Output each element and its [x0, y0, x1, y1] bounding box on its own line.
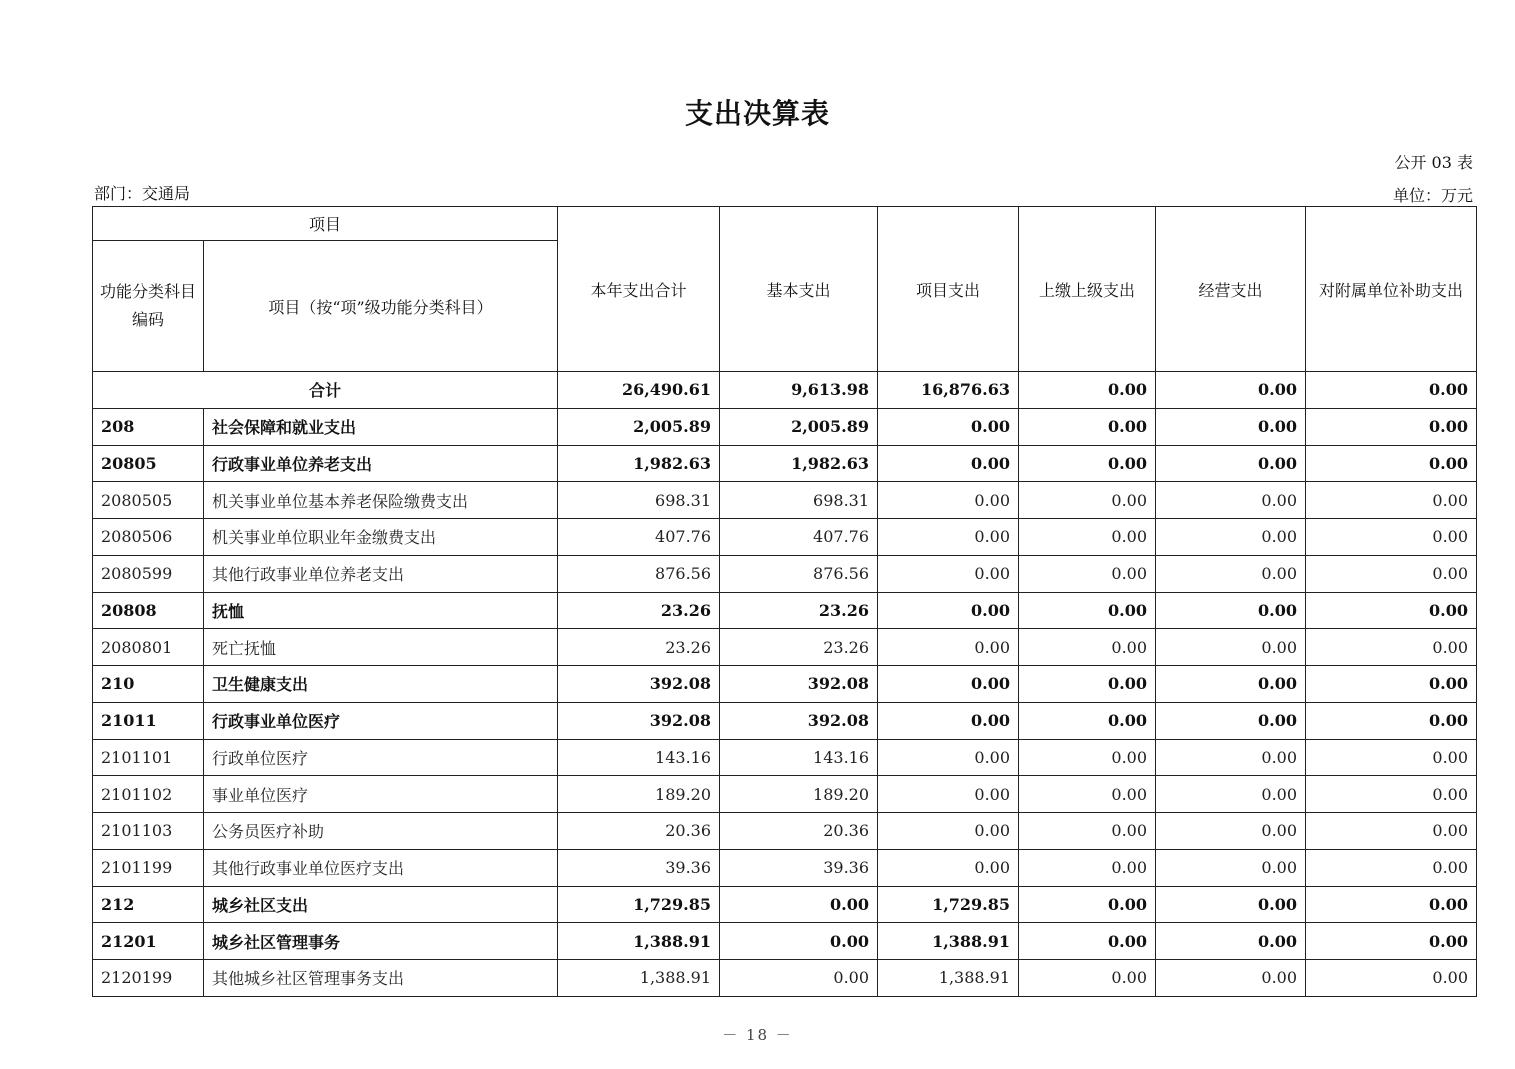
header-row-1 [93, 207, 1477, 241]
row-code: 2080801 [93, 629, 204, 666]
row-upper: 0.00 [1019, 960, 1156, 997]
row-business: 0.00 [1156, 445, 1306, 482]
row-upper: 0.00 [1019, 702, 1156, 739]
row-business: 0.00 [1156, 629, 1306, 666]
row-total: 392.08 [558, 702, 720, 739]
row-basic: 39.36 [720, 849, 878, 886]
row-business: 0.00 [1156, 482, 1306, 519]
row-code: 2080599 [93, 555, 204, 592]
row-project: 0.00 [878, 739, 1019, 776]
row-name: 行政事业单位医疗 [204, 702, 558, 739]
row-basic: 23.26 [720, 592, 878, 629]
row-name: 死亡抚恤 [204, 629, 558, 666]
row-upper: 0.00 [1019, 923, 1156, 960]
row-subsidy: 0.00 [1306, 702, 1477, 739]
row-subsidy: 0.00 [1306, 886, 1477, 923]
row-code: 212 [93, 886, 204, 923]
header-basic: 基本支出 [720, 207, 878, 372]
row-code: 20808 [93, 592, 204, 629]
row-code: 208 [93, 408, 204, 445]
table-row [93, 849, 1477, 886]
table-row [93, 702, 1477, 739]
table-row [93, 813, 1477, 850]
row-basic: 189.20 [720, 776, 878, 813]
row-upper: 0.00 [1019, 813, 1156, 850]
row-subsidy: 0.00 [1306, 555, 1477, 592]
row-upper: 0.00 [1019, 445, 1156, 482]
row-project: 0.00 [878, 629, 1019, 666]
row-name: 社会保障和就业支出 [204, 408, 558, 445]
row-subsidy: 0.00 [1306, 813, 1477, 850]
row-project: 1,729.85 [878, 886, 1019, 923]
page-number: － 18 － [722, 1026, 793, 1044]
table-row [93, 445, 1477, 482]
row-project: 0.00 [878, 555, 1019, 592]
row-name: 其他城乡社区管理事务支出 [204, 960, 558, 997]
row-basic: 392.08 [720, 666, 878, 703]
row-upper: 0.00 [1019, 849, 1156, 886]
row-upper: 0.00 [1019, 555, 1156, 592]
row-total: 1,388.91 [558, 923, 720, 960]
total-business: 0.00 [1156, 372, 1306, 409]
row-name: 事业单位医疗 [204, 776, 558, 813]
row-upper: 0.00 [1019, 629, 1156, 666]
row-business: 0.00 [1156, 923, 1306, 960]
row-total: 407.76 [558, 519, 720, 556]
row-basic: 20.36 [720, 813, 878, 850]
row-name: 行政单位医疗 [204, 739, 558, 776]
table-row [93, 592, 1477, 629]
total-project: 16,876.63 [878, 372, 1019, 409]
row-name: 城乡社区管理事务 [204, 923, 558, 960]
row-code: 2101199 [93, 849, 204, 886]
table-row [93, 739, 1477, 776]
header-func-code: 功能分类科目编码 [93, 241, 204, 372]
table-row [93, 923, 1477, 960]
row-project: 0.00 [878, 592, 1019, 629]
row-business: 0.00 [1156, 666, 1306, 703]
row-business: 0.00 [1156, 592, 1306, 629]
row-code: 2101102 [93, 776, 204, 813]
row-code: 2120199 [93, 960, 204, 997]
row-subsidy: 0.00 [1306, 408, 1477, 445]
row-subsidy: 0.00 [1306, 629, 1477, 666]
header-project-group: 项目 [93, 207, 558, 241]
header-upper: 上缴上级支出 [1019, 207, 1156, 372]
row-name: 卫生健康支出 [204, 666, 558, 703]
header-project: 项目支出 [878, 207, 1019, 372]
row-business: 0.00 [1156, 408, 1306, 445]
row-code: 2101103 [93, 813, 204, 850]
row-subsidy: 0.00 [1306, 519, 1477, 556]
row-basic: 143.16 [720, 739, 878, 776]
table-row [93, 886, 1477, 923]
row-basic: 407.76 [720, 519, 878, 556]
row-subsidy: 0.00 [1306, 849, 1477, 886]
row-code: 2101101 [93, 739, 204, 776]
row-code: 20805 [93, 445, 204, 482]
row-total: 698.31 [558, 482, 720, 519]
unit-label: 单位：万元 [1392, 186, 1473, 205]
row-name: 机关事业单位职业年金缴费支出 [204, 519, 558, 556]
row-name: 抚恤 [204, 592, 558, 629]
row-business: 0.00 [1156, 702, 1306, 739]
row-business: 0.00 [1156, 739, 1306, 776]
row-project: 0.00 [878, 519, 1019, 556]
row-business: 0.00 [1156, 849, 1306, 886]
row-subsidy: 0.00 [1306, 739, 1477, 776]
row-business: 0.00 [1156, 886, 1306, 923]
row-project: 0.00 [878, 408, 1019, 445]
row-project: 0.00 [878, 666, 1019, 703]
row-total: 1,388.91 [558, 960, 720, 997]
table-row [93, 408, 1477, 445]
row-basic: 698.31 [720, 482, 878, 519]
header-subsidy: 对附属单位补助支出 [1306, 207, 1477, 372]
table-row [93, 776, 1477, 813]
expenditure-table [92, 206, 1477, 997]
total-subsidy: 0.00 [1306, 372, 1477, 409]
row-upper: 0.00 [1019, 519, 1156, 556]
row-code: 2080505 [93, 482, 204, 519]
row-name: 公务员医疗补助 [204, 813, 558, 850]
row-business: 0.00 [1156, 776, 1306, 813]
row-name: 机关事业单位基本养老保险缴费支出 [204, 482, 558, 519]
row-project: 0.00 [878, 776, 1019, 813]
row-total: 1,729.85 [558, 886, 720, 923]
row-name: 城乡社区支出 [204, 886, 558, 923]
total-basic: 9,613.98 [720, 372, 878, 409]
row-total: 39.36 [558, 849, 720, 886]
row-subsidy: 0.00 [1306, 923, 1477, 960]
row-upper: 0.00 [1019, 739, 1156, 776]
header-total: 本年支出合计 [558, 207, 720, 372]
row-basic: 392.08 [720, 702, 878, 739]
row-project: 1,388.91 [878, 960, 1019, 997]
department-label: 部门：交通局 [94, 184, 191, 203]
row-total: 23.26 [558, 629, 720, 666]
row-project: 0.00 [878, 813, 1019, 850]
row-basic: 1,982.63 [720, 445, 878, 482]
row-name: 其他行政事业单位医疗支出 [204, 849, 558, 886]
total-amount: 26,490.61 [558, 372, 720, 409]
row-code: 21011 [93, 702, 204, 739]
row-basic: 0.00 [720, 886, 878, 923]
row-subsidy: 0.00 [1306, 482, 1477, 519]
row-total: 189.20 [558, 776, 720, 813]
table-row [93, 555, 1477, 592]
row-business: 0.00 [1156, 960, 1306, 997]
row-total: 1,982.63 [558, 445, 720, 482]
row-subsidy: 0.00 [1306, 776, 1477, 813]
header-project-name: 项目（按“项”级功能分类科目） [204, 241, 558, 372]
row-upper: 0.00 [1019, 482, 1156, 519]
table-row [93, 629, 1477, 666]
row-upper: 0.00 [1019, 408, 1156, 445]
page-title: 支出决算表 [684, 97, 830, 130]
row-project: 0.00 [878, 849, 1019, 886]
row-project: 0.00 [878, 482, 1019, 519]
row-upper: 0.00 [1019, 592, 1156, 629]
row-subsidy: 0.00 [1306, 445, 1477, 482]
row-total: 392.08 [558, 666, 720, 703]
row-subsidy: 0.00 [1306, 960, 1477, 997]
row-total: 876.56 [558, 555, 720, 592]
row-total: 143.16 [558, 739, 720, 776]
table-row [93, 666, 1477, 703]
row-business: 0.00 [1156, 555, 1306, 592]
row-project: 1,388.91 [878, 923, 1019, 960]
row-project: 0.00 [878, 702, 1019, 739]
row-upper: 0.00 [1019, 886, 1156, 923]
row-basic: 876.56 [720, 555, 878, 592]
table-row [93, 482, 1477, 519]
row-business: 0.00 [1156, 813, 1306, 850]
row-total: 23.26 [558, 592, 720, 629]
row-basic: 0.00 [720, 960, 878, 997]
row-total: 20.36 [558, 813, 720, 850]
row-basic: 0.00 [720, 923, 878, 960]
row-basic: 2,005.89 [720, 408, 878, 445]
row-project: 0.00 [878, 445, 1019, 482]
row-subsidy: 0.00 [1306, 592, 1477, 629]
header-business: 经营支出 [1156, 207, 1306, 372]
total-label: 合计 [93, 372, 558, 409]
total-upper: 0.00 [1019, 372, 1156, 409]
table-row [93, 960, 1477, 997]
row-subsidy: 0.00 [1306, 666, 1477, 703]
table-row [93, 519, 1477, 556]
row-total: 2,005.89 [558, 408, 720, 445]
row-upper: 0.00 [1019, 776, 1156, 813]
form-code: 公开 03 表 [1394, 153, 1473, 172]
row-code: 2080506 [93, 519, 204, 556]
total-row [93, 372, 1477, 409]
row-code: 210 [93, 666, 204, 703]
row-upper: 0.00 [1019, 666, 1156, 703]
row-business: 0.00 [1156, 519, 1306, 556]
row-code: 21201 [93, 923, 204, 960]
row-basic: 23.26 [720, 629, 878, 666]
row-name: 行政事业单位养老支出 [204, 445, 558, 482]
row-name: 其他行政事业单位养老支出 [204, 555, 558, 592]
